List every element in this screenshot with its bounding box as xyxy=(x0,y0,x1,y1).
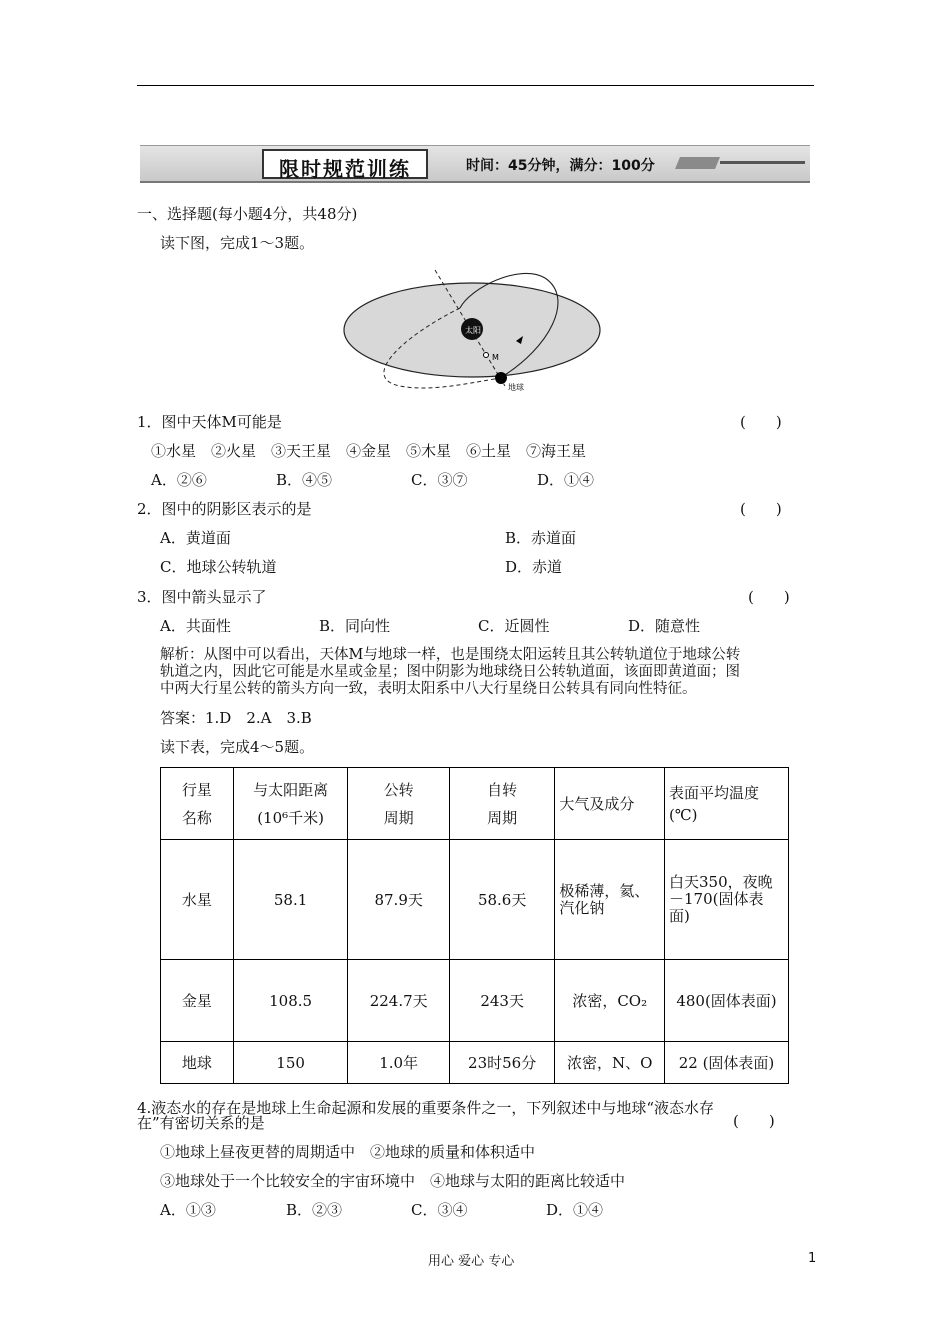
q4-option-a: A．①③ xyxy=(160,1201,216,1219)
orbit-figure xyxy=(340,268,610,396)
table-cell: 58.6天 xyxy=(449,840,555,960)
analysis-line-1: 解析：从图中可以看出，天体M与地球一样，也是围绕太阳运转且其公转轨道位于地球公转 xyxy=(160,647,741,663)
table-cell: 22 (固体表面) xyxy=(665,1042,789,1084)
q1-items: ①水星 ②火星 ③天王星 ④金星 ⑤木星 ⑥土星 ⑦海王星 xyxy=(151,442,587,460)
header-text: 周期 xyxy=(487,808,518,827)
table-cell: 浓密，CO₂ xyxy=(555,960,665,1042)
table-row xyxy=(161,840,789,960)
table-cell: 243天 xyxy=(449,960,555,1042)
header-text: 公转 xyxy=(383,780,414,799)
planet-table xyxy=(160,767,789,1084)
header-cell xyxy=(449,768,555,840)
header-text: 与太阳距离 xyxy=(253,780,329,799)
table-cell: 地球 xyxy=(161,1042,234,1084)
q1-stem: 1．图中天体M可能是 xyxy=(137,413,282,431)
header-text: 自转 xyxy=(487,780,518,799)
analysis-line-2: 轨道之内，因此它可能是水星或金星；图中阴影为地球绕日公转轨道面，该面即黄道面；图 xyxy=(160,664,740,680)
q2-option-c: C．地球公转轨道 xyxy=(160,558,277,576)
table-cell: 150 xyxy=(233,1042,348,1084)
header-text: 周期 xyxy=(383,808,414,827)
table-cell: 23时56分 xyxy=(449,1042,555,1084)
table-header-row xyxy=(161,768,789,840)
q1-option-a: A．②⑥ xyxy=(151,471,207,489)
q1-option-d: D．①④ xyxy=(537,471,595,489)
header-text: 表面平均温度 xyxy=(669,783,760,802)
q4-items-2: ③地球处于一个比较安全的宇宙环境中 ④地球与太阳的距离比较适中 xyxy=(160,1172,626,1190)
q3-option-b: B．同向性 xyxy=(319,617,391,635)
header-cell xyxy=(348,768,449,840)
m-label: M xyxy=(492,353,499,362)
header-text: (℃) xyxy=(669,805,698,824)
header-text: 行星 xyxy=(181,780,212,799)
header-text: (10⁶千米) xyxy=(257,808,324,827)
q3-stem: 3．图中箭头显示了 xyxy=(137,588,267,606)
body-m xyxy=(484,353,489,358)
q4-option-c: C．③④ xyxy=(411,1201,468,1219)
q1-option-c: C．③⑦ xyxy=(411,471,468,489)
q4-stem-line-1: 4.液态水的存在是地球上生命起源和发展的重要条件之一，下列叙述中与地球“液态水存 xyxy=(137,1099,714,1117)
section-heading: 一、选择题(每小题4分，共48分) xyxy=(137,205,358,223)
q3-option-a: A．共面性 xyxy=(160,617,231,635)
sun-label: 太阳 xyxy=(465,326,481,335)
q3-paren: ( ) xyxy=(748,588,790,606)
header-cell xyxy=(555,768,665,840)
table-cell: 58.1 xyxy=(233,840,348,960)
q2-stem: 2．图中的阴影区表示的是 xyxy=(137,500,312,518)
footer-motto: 用心 爱心 专心 xyxy=(428,1254,515,1269)
table-cell: 浓密，N、O xyxy=(555,1042,665,1084)
q1-paren: ( ) xyxy=(740,413,782,431)
header-rule xyxy=(137,85,814,86)
table-row xyxy=(161,1042,789,1084)
q4-option-b: B．②③ xyxy=(286,1201,343,1219)
earth-label: 地球 xyxy=(508,383,524,392)
earth xyxy=(495,372,507,384)
q2-option-d: D．赤道 xyxy=(505,558,563,576)
header-cell xyxy=(233,768,348,840)
analysis-line-3: 中两大行星公转的箭头方向一致，表明太阳系中八大行星绕日公转具有同向性特征。 xyxy=(160,681,697,697)
table-cell: 108.5 xyxy=(233,960,348,1042)
q1-option-b: B．④⑤ xyxy=(276,471,333,489)
banner-title-box xyxy=(262,149,428,179)
table-cell: 金星 xyxy=(161,960,234,1042)
header-text: 名称 xyxy=(181,808,212,827)
table-row xyxy=(161,960,789,1042)
banner-title: 限时规范训练 xyxy=(279,157,411,181)
table-cell: 87.9天 xyxy=(348,840,449,960)
table-cell: 白天350，夜晚－170(固体表面) xyxy=(665,840,789,960)
header-cell xyxy=(161,768,234,840)
table-intro: 读下表，完成4～5题。 xyxy=(160,738,315,756)
banner-decoration xyxy=(660,151,810,177)
q4-option-d: D．①④ xyxy=(546,1201,604,1219)
header-text: 大气及成分 xyxy=(559,794,635,813)
banner-subtitle: 时间：45分钟，满分：100分 xyxy=(466,158,655,174)
q3-option-d: D．随意性 xyxy=(628,617,701,635)
answer-line: 答案：1.D 2.A 3.B xyxy=(160,709,312,727)
q2-paren: ( ) xyxy=(740,500,782,518)
table-cell: 224.7天 xyxy=(348,960,449,1042)
q2-option-a: A．黄道面 xyxy=(160,529,231,547)
table-cell: 水星 xyxy=(161,840,234,960)
table-cell: 1.0年 xyxy=(348,1042,449,1084)
figure-intro: 读下图，完成1～3题。 xyxy=(160,234,315,252)
q4-paren: ( ) xyxy=(733,1112,775,1130)
q4-items-1: ①地球上昼夜更替的周期适中 ②地球的质量和体积适中 xyxy=(160,1143,536,1161)
q3-option-c: C．近圆性 xyxy=(478,617,550,635)
table-cell: 极稀薄，氦、汽化钠 xyxy=(555,840,665,960)
page-number: 1 xyxy=(808,1251,817,1266)
q4-stem-line-2: 在”有密切关系的是 xyxy=(137,1114,265,1132)
table-cell: 480(固体表面) xyxy=(665,960,789,1042)
header-cell xyxy=(665,768,789,840)
q2-option-b: B．赤道面 xyxy=(505,529,577,547)
title-banner xyxy=(140,145,810,183)
